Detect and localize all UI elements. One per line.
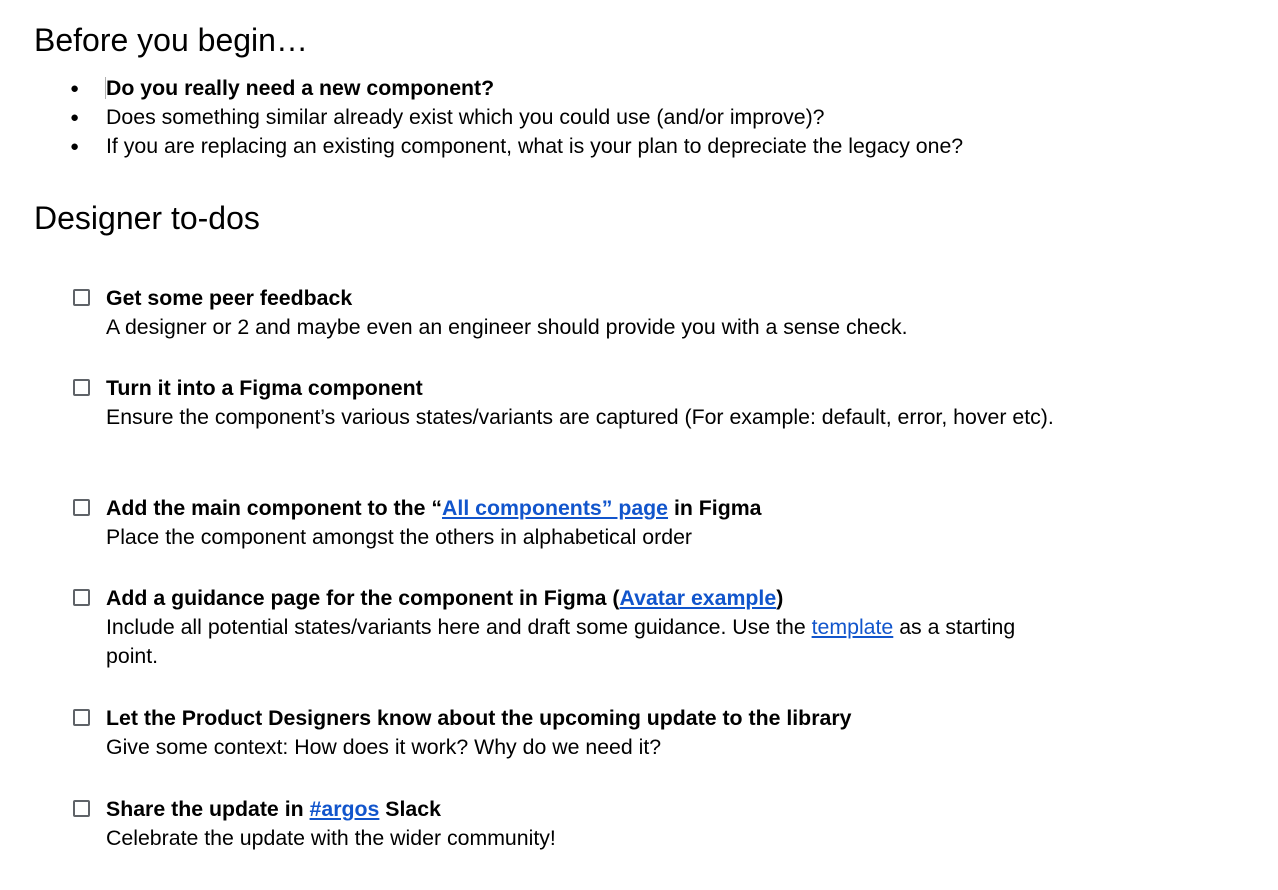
todo-title: Get some peer feedback xyxy=(106,286,353,310)
todo-description: Ensure the component’s various states/variants are captured (For example: default, error, hover etc). xyxy=(106,405,1054,429)
bullet-text[interactable]: Do you really need a new component? xyxy=(106,76,495,100)
all-components-page-link[interactable]: All components” page xyxy=(442,496,669,520)
bullet-icon: ● xyxy=(70,109,80,126)
bullet-icon: ● xyxy=(70,138,80,155)
argos-slack-link[interactable]: #argos xyxy=(309,797,380,821)
checkbox[interactable] xyxy=(73,379,90,396)
todo-description: Give some context: How does it work? Why do we need it? xyxy=(106,735,662,759)
template-link[interactable]: template xyxy=(811,615,894,639)
todo-title-text: in Figma xyxy=(668,496,762,520)
bullet-text[interactable]: If you are replacing an existing component, what is your plan to depreciate the legacy one? xyxy=(106,134,964,158)
todo-title-text: ) xyxy=(776,586,784,610)
checkbox[interactable] xyxy=(73,499,90,516)
todo-description xyxy=(106,613,1056,671)
todo-description: Place the component amongst the others in alphabetical order xyxy=(106,525,693,549)
todo-title-text: Add the main component to the “ xyxy=(106,496,443,520)
checkbox[interactable] xyxy=(73,800,90,817)
bullet-icon: ● xyxy=(70,80,80,97)
checkbox[interactable] xyxy=(73,289,90,306)
todo-title xyxy=(106,795,441,824)
todo-description: Celebrate the update with the wider community! xyxy=(106,826,556,850)
todo-title: Let the Product Designers know about the upcoming update to the library xyxy=(106,706,852,730)
todo-title: Turn it into a Figma component xyxy=(106,376,423,400)
todo-description-text: Include all potential states/variants here and draft some guidance. Use the xyxy=(106,615,812,639)
todo-description-text: as a starting point. xyxy=(106,615,1016,668)
todo-description: A designer or 2 and maybe even an engineer should provide you with a sense check. xyxy=(106,315,908,339)
before-you-begin-heading: Before you begin… xyxy=(34,22,308,58)
todo-title xyxy=(106,584,783,613)
todo-title-text: Slack xyxy=(379,797,441,821)
designer-todos-heading: Designer to-dos xyxy=(34,200,260,236)
bullet-text[interactable]: Does something similar already exist which you could use (and/or improve)? xyxy=(106,105,825,129)
todo-title-text: Add a guidance page for the component in Figma ( xyxy=(106,586,620,610)
checkbox[interactable] xyxy=(73,709,90,726)
checkbox[interactable] xyxy=(73,589,90,606)
todo-title-text: Share the update in xyxy=(106,797,310,821)
todo-title xyxy=(106,494,762,523)
avatar-example-link[interactable]: Avatar example xyxy=(619,586,777,610)
